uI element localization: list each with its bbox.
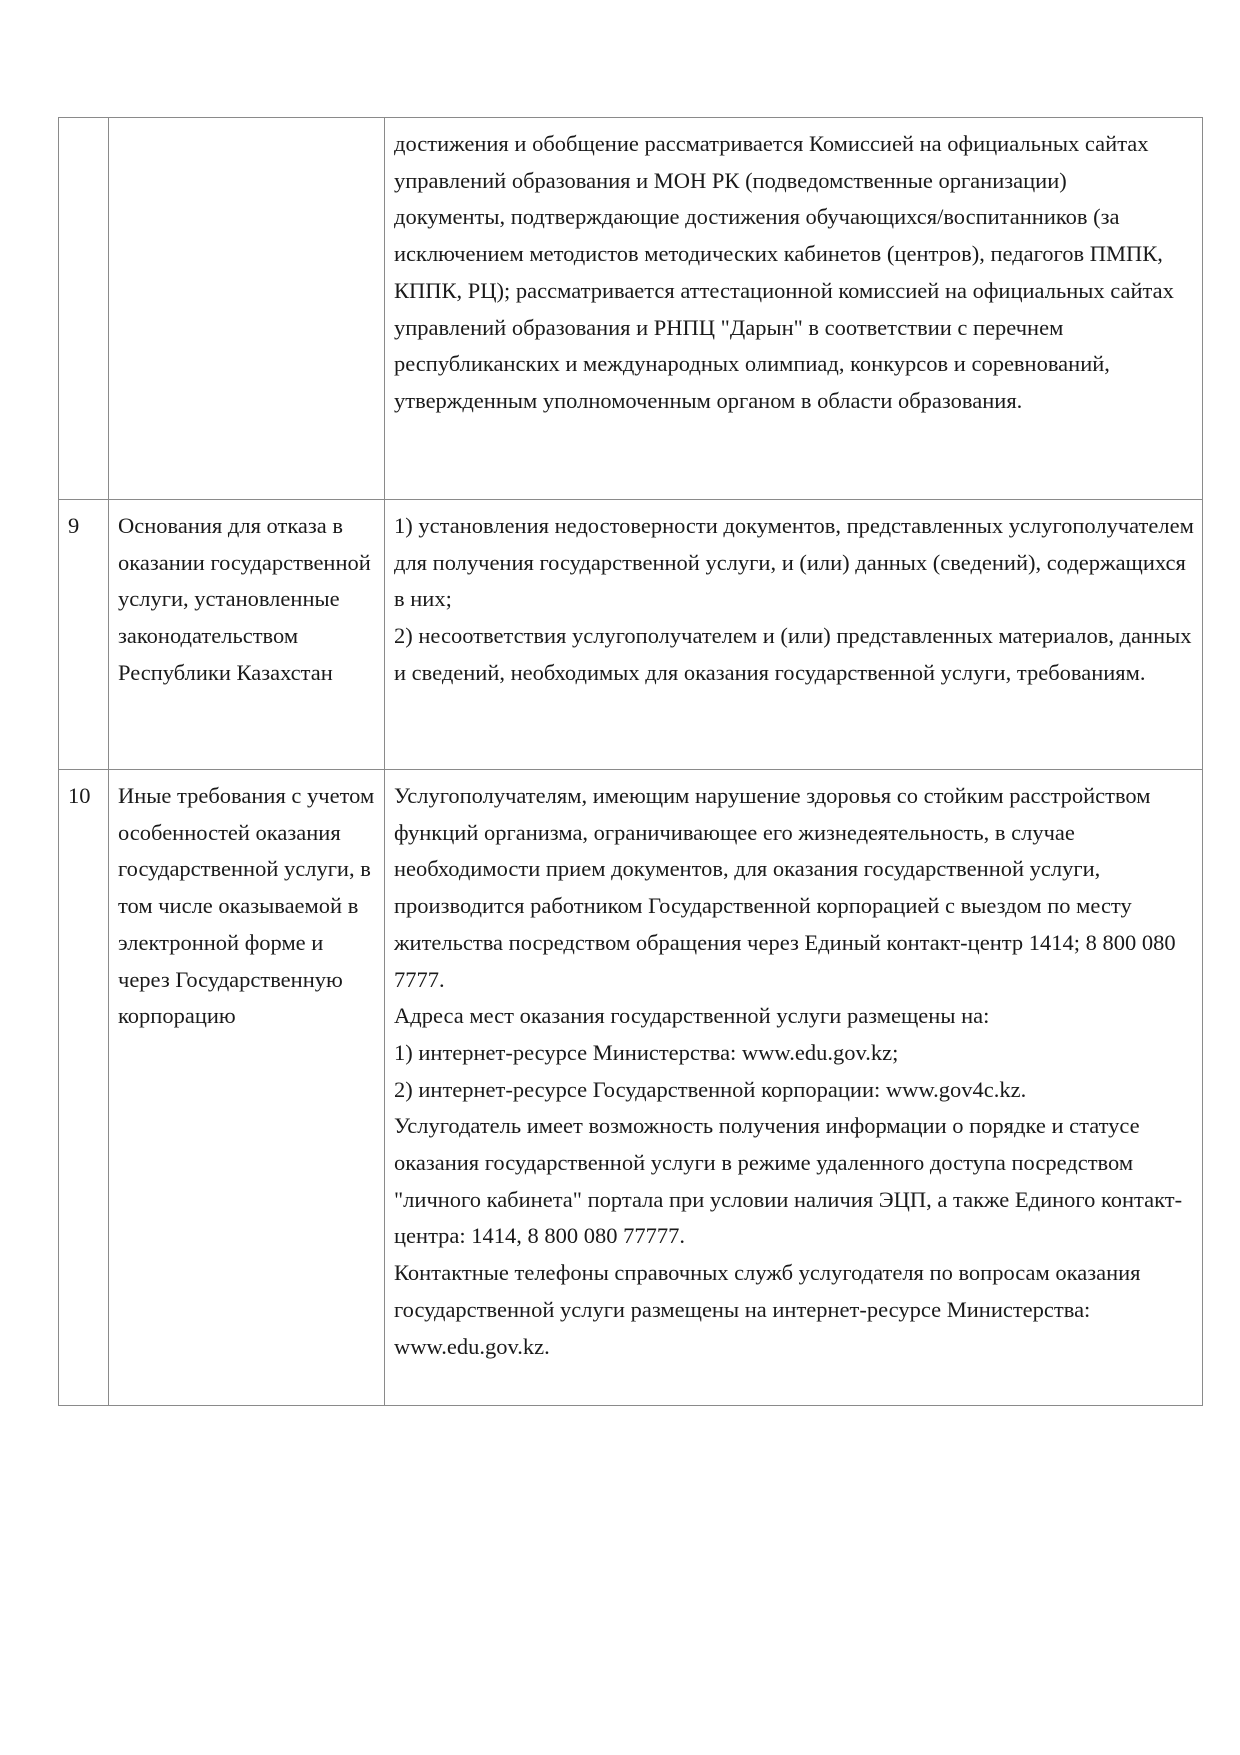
row-number: 10 — [59, 770, 109, 1406]
row-content — [385, 500, 1203, 770]
content-paragraph: документы, подтверждающие достижения обучающихся/воспитанников (за исключением методистов методических кабинетов (центров), педагогов ПМПК, КППК, РЦ); рассматривается аттестационной комиссией на официальных сайтах управлений образования и РНПЦ "Дарын" в соответствии с перечнем республиканских и международных олимпиад, конкурсов и соревнований, утвержденным уполномоченным органом в области образования. — [394, 204, 1174, 413]
content-paragraph: Услугополучателям, имеющим нарушение здоровья со стойким расстройством функций организма, ограничивающее его жизнедеятельность, в случае необходимости прием документов, для оказания государственной услуги, производится работником Государственной корпорацией с выездом по месту жительства посредством обращения через Единый контакт-центр 1414; 8 800 080 7777. — [394, 783, 1176, 992]
content-paragraph: 1) интернет-ресурсе Министерства: www.edu.gov.kz; — [394, 1039, 899, 1065]
table-row — [59, 118, 1203, 500]
content-paragraph: достижения и обобщение рассматривается Комиссией на официальных сайтах управлений образования и МОН РК (подведомственные организации) — [394, 131, 1149, 193]
content-paragraph: 2) несоответствия услугополучателем и (или) представленных материалов, данных и сведений, необходимых для оказания государственной услуги, требованиям. — [394, 623, 1192, 685]
content-paragraph: Адреса мест оказания государственной услуги размещены на: — [394, 1003, 990, 1029]
row-name — [109, 118, 385, 500]
content-paragraph: Контактные телефоны справочных служб услугодателя по вопросам оказания государственной услуги размещены на интернет-ресурсе Министерства: www.edu.gov.kz. — [394, 1260, 1141, 1359]
service-standard-table — [58, 117, 1203, 1406]
row-number — [59, 118, 109, 500]
row-number: 9 — [59, 500, 109, 770]
table-row — [59, 770, 1203, 1406]
row-content — [385, 118, 1203, 500]
content-paragraph: 1) установления недостоверности документов, представленных услугополучателем для получения государственной услуги, и (или) данных (сведений), содержащихся в них; — [394, 513, 1194, 612]
content-paragraph: 2) интернет-ресурсе Государственной корпорации: www.gov4c.kz. — [394, 1076, 1027, 1102]
row-content — [385, 770, 1203, 1406]
row-name: Иные требования с учетом особенностей оказания государственной услуги, в том числе оказываемой в электронной форме и через Государственную корпорацию — [109, 770, 385, 1406]
row-name: Основания для отказа в оказании государственной услуги, установленные законодательством Республики Казахстан — [109, 500, 385, 770]
content-paragraph: Услугодатель имеет возможность получения информации о порядке и статусе оказания государственной услуги в режиме удаленного доступа посредством "личного кабинета" портала при условии наличия ЭЦП, а также Единого контакт-центра: 1414, 8 800 080 77777. — [394, 1113, 1183, 1249]
table-row — [59, 500, 1203, 770]
